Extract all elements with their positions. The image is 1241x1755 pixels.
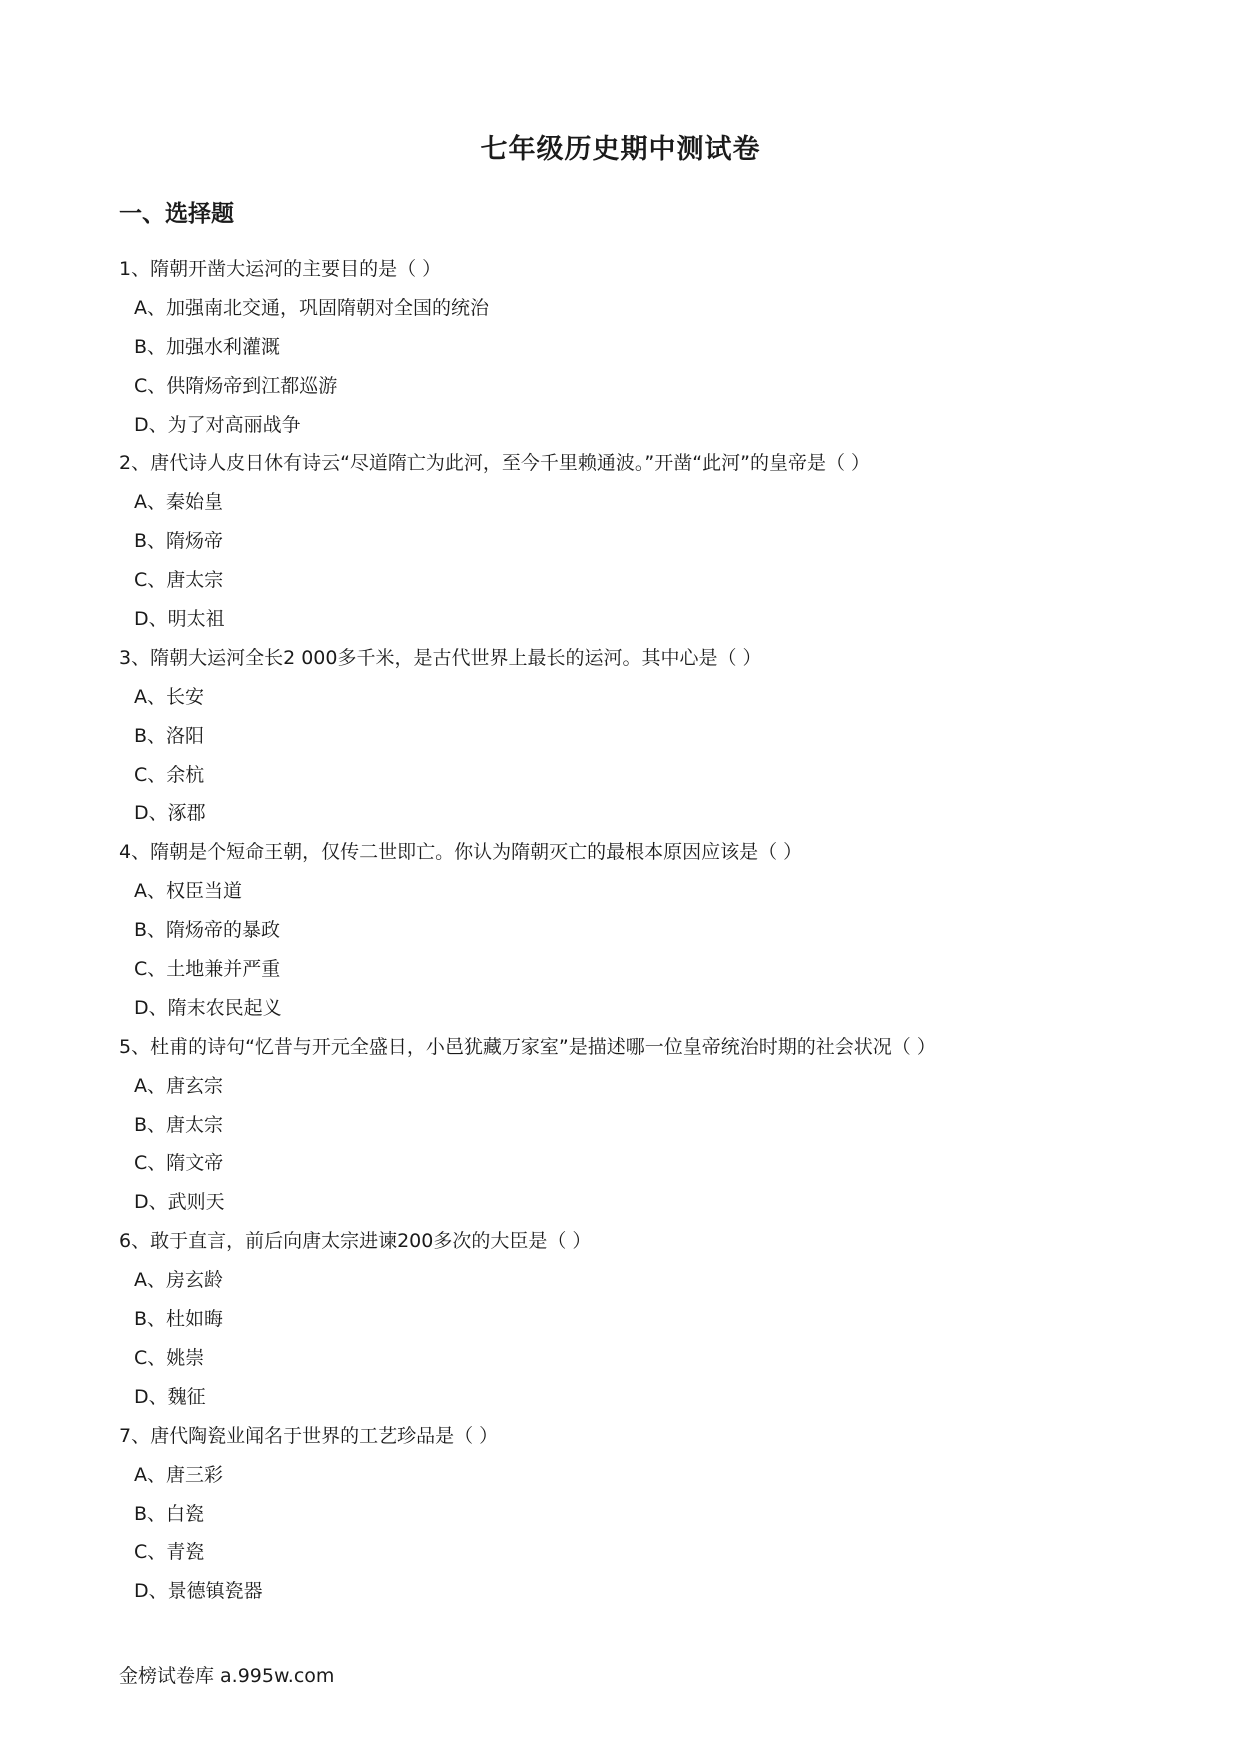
option-c: C、余杭 [134,763,205,786]
question-7 [119,1417,1119,1611]
option-c: C、唐太宗 [134,569,224,592]
question-stem: 1、隋朝开凿大运河的主要目的是（ ） [119,258,442,280]
question-1 [119,250,1119,444]
option-d: D、明太祖 [134,608,225,631]
question-stem: 5、杜甫的诗句“忆昔与开元全盛日，小邑犹藏万家室”是描述哪一位皇帝统治时期的社会状况（ ） [119,1035,936,1058]
question-stem: 2、唐代诗人皮日休有诗云“尽道隋亡为此河，至今千里赖通波。”开凿“此河”的皇帝是（ ） [119,452,871,475]
option-b: B、加强水利灌溉 [134,335,281,358]
option-d: D、景德镇瓷器 [134,1580,263,1603]
option-b: B、隋炀帝的暴政 [134,919,281,942]
question-3 [119,639,1119,833]
option-d: D、隋末农民起义 [134,996,282,1019]
question-6 [119,1222,1119,1416]
option-a: A、唐三彩 [134,1463,223,1486]
option-a: A、唐玄宗 [134,1074,223,1097]
option-a: A、房玄龄 [134,1269,223,1292]
question-stem: 7、唐代陶瓷业闻名于世界的工艺珍品是（ ） [119,1424,499,1447]
option-a: A、权臣当道 [134,880,242,903]
question-4 [119,833,1119,1027]
option-c: C、青瓷 [134,1541,205,1564]
option-b: B、杜如晦 [134,1308,224,1331]
question-stem: 6、敢于直言，前后向唐太宗进谏200多次的大臣是（ ） [119,1230,592,1253]
option-a: A、加强南北交通，巩固隋朝对全国的统治 [134,296,489,319]
question-list [119,250,1119,1611]
question-stem: 4、隋朝是个短命王朝，仅传二世即亡。你认为隋朝灭亡的最根本原因应该是（ ） [119,841,803,864]
option-a: A、长安 [134,685,204,708]
question-2 [119,444,1119,638]
footer-source: 金榜试卷库 a.995w.com [119,1665,335,1687]
page-title: 七年级历史期中测试卷 [480,134,761,165]
option-c: C、供隋炀帝到江都巡游 [134,374,338,397]
question-stem: 3、隋朝大运河全长2 000多千米，是古代世界上最长的运河。其中心是（ ） [119,646,762,669]
option-b: B、唐太宗 [134,1113,224,1136]
section-heading: 一、选择题 [119,201,234,227]
option-b: B、白瓷 [134,1502,205,1525]
option-d: D、涿郡 [134,802,206,825]
option-c: C、土地兼并严重 [134,958,281,981]
question-5 [119,1028,1119,1222]
option-d: D、为了对高丽战争 [134,413,301,436]
option-b: B、隋炀帝 [134,530,224,553]
option-c: C、姚崇 [134,1346,205,1369]
option-d: D、武则天 [134,1191,225,1214]
option-d: D、魏征 [134,1385,206,1408]
option-b: B、洛阳 [134,724,205,747]
option-a: A、秦始皇 [134,491,223,514]
option-c: C、隋文帝 [134,1152,224,1175]
